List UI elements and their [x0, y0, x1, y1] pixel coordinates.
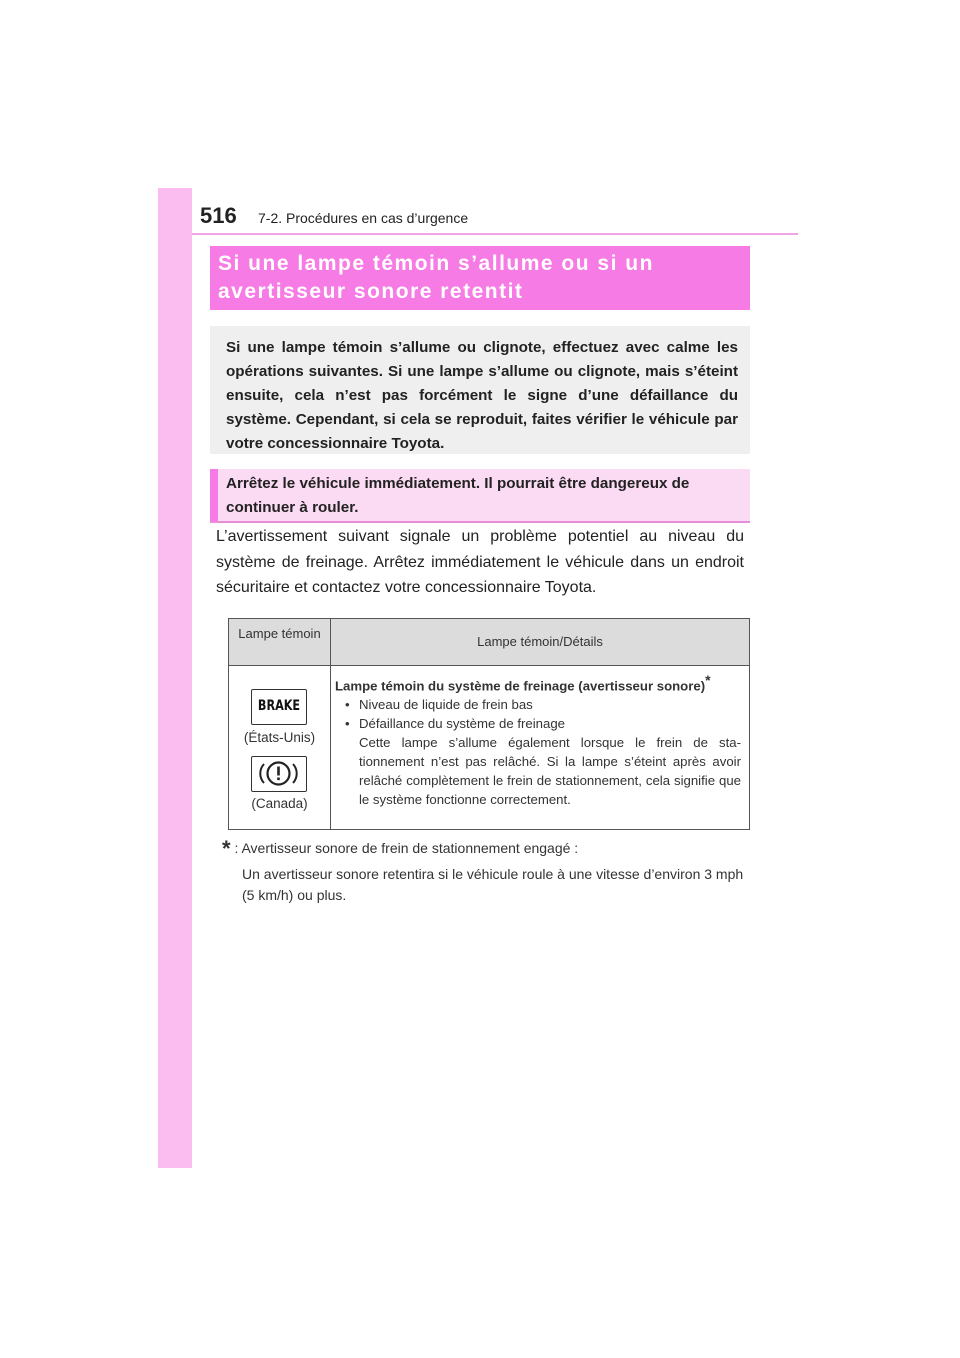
circle-exclamation-icon	[251, 756, 307, 792]
brake-icon-label: BRAKE	[257, 698, 301, 714]
list-item	[345, 714, 741, 733]
side-tab-bar	[158, 188, 192, 1168]
intro-box	[210, 326, 750, 454]
details-note: Cette lampe s’allume également lorsque le frein de sta-tionnement n’est pas relâché. Si la lampe s’éteint après avoir relâché complètement le frein de stationnement, cela signifie que le système fonctionne correctement.	[359, 735, 741, 808]
warning-table	[228, 618, 750, 830]
bullet-dot: •	[345, 716, 350, 732]
details-cell	[335, 671, 741, 809]
subhead-accent	[210, 469, 218, 521]
header-details: Lampe témoin/Détails	[477, 634, 603, 649]
page-number: 516	[200, 203, 237, 228]
subhead-text: Arrêtez le véhicule immédiatement. Il pourrait être dangereux de continuer à rouler.	[226, 475, 690, 516]
footnote-mark: *	[222, 836, 231, 861]
header-rule	[192, 233, 798, 235]
body-text: L’avertissement suivant signale un problème potentiel au niveau du système de freinage. Arrêtez immédiatement le véhicule dans un endroit sécuritaire et contactez votre concessionnaire Toyota.	[216, 528, 744, 596]
column-divider	[330, 619, 331, 829]
section-header: 7-2. Procédures en cas d’urgence	[258, 210, 469, 226]
brake-text-icon	[251, 689, 307, 725]
footnote-label	[222, 838, 578, 859]
details-bullet-list	[335, 695, 741, 733]
bullet-dot: •	[345, 697, 350, 713]
circle-exclamation-svg	[252, 757, 305, 790]
intro-text: Si une lampe témoin s’allume ou clignote, effectuez avec calme les opérations suivantes. Si une lampe s’allume ou clignote, mais s’éteint ensuite, cela n’est pas forcément le signe d’une défaillance du système. Cependant, si cela se reproduit, faites vérifier le véhicule par votre concessionnaire Toyota.	[226, 339, 738, 452]
list-item	[345, 695, 741, 714]
caption-canada: (Canada)	[251, 796, 308, 811]
caption-usa: (États-Unis)	[243, 730, 316, 745]
details-title-text: Lampe témoin du système de freinage (avertisseur sonore)	[335, 678, 706, 694]
title-box	[210, 246, 750, 310]
page-title: Si une lampe témoin s’allume ou si un avertisseur sonore retentit	[218, 252, 654, 303]
bullet-text: Niveau de liquide de frein bas	[359, 697, 533, 713]
details-title	[335, 671, 741, 695]
footnote-label-text: : Avertisseur sonore de frein de stationnement engagé :	[234, 840, 579, 856]
header-lamp: Lampe témoin	[238, 626, 321, 641]
footnote-body: Un avertisseur sonore retentira si le véhicule roule à une vitesse d’environ 3 mph (5 km/h) ou plus.	[242, 866, 744, 903]
details-title-mark: *	[705, 672, 711, 688]
table-header-row	[229, 619, 749, 666]
bullet-text: Défaillance du système de freinage	[359, 716, 565, 732]
subhead-box	[210, 469, 750, 523]
